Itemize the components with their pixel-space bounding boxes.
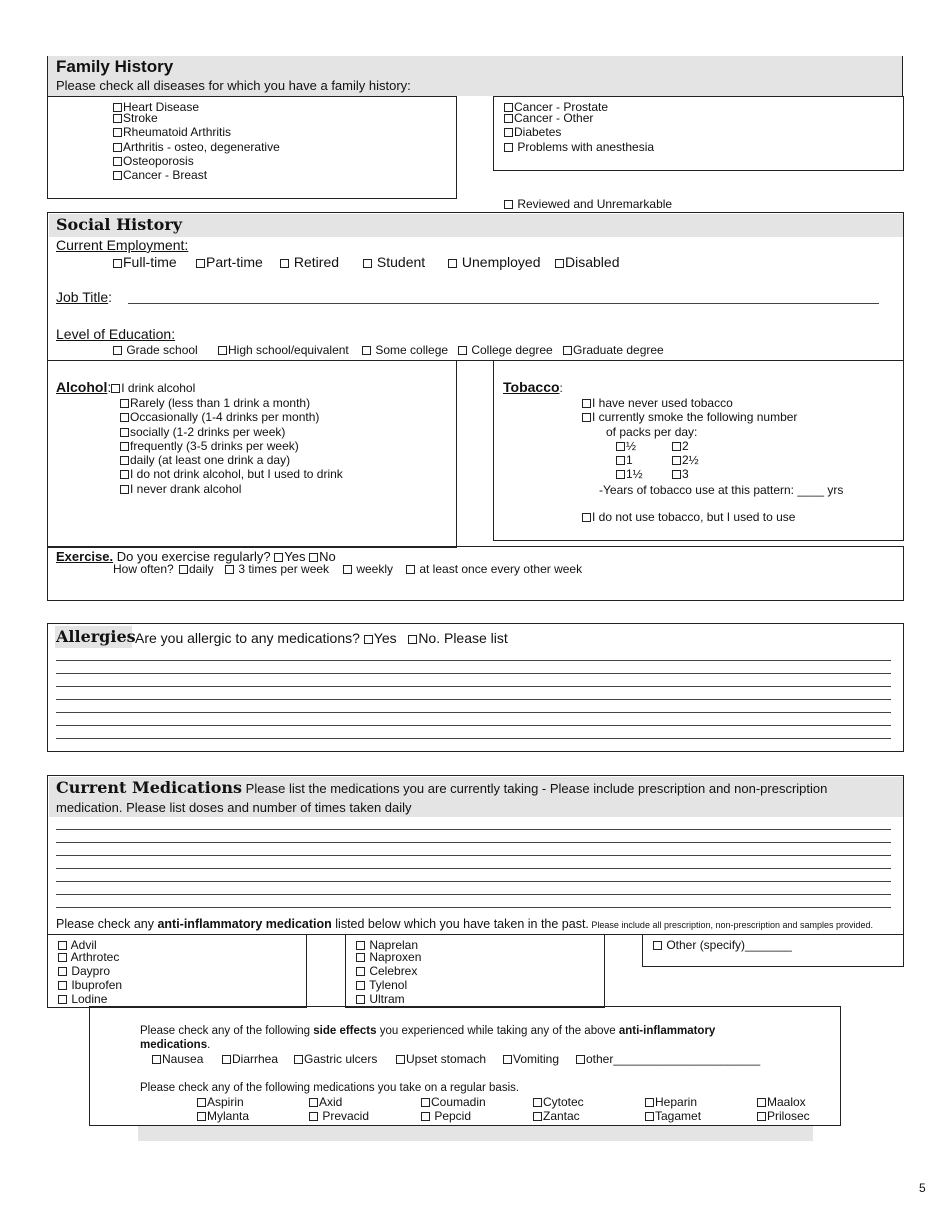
allergy-line-5[interactable] — [56, 712, 891, 713]
regular-med-aspirin-label: Aspirin — [207, 1095, 244, 1109]
allergies-no-label: No. Please list — [418, 630, 508, 646]
family-item-heart-disease-label: Heart Disease — [123, 100, 200, 114]
alcohol-colon: : — [107, 379, 112, 395]
meds-line-6[interactable] — [56, 894, 891, 895]
regular-med-maalox-label: Maalox — [767, 1095, 806, 1109]
regular-med-prevacid[interactable] — [309, 1109, 369, 1123]
exercise-yes-checkbox[interactable] — [274, 553, 283, 562]
reviewed-label: Reviewed and Unremarkable — [514, 197, 673, 211]
meds-line-4[interactable] — [56, 868, 891, 869]
meds-line-7[interactable] — [56, 907, 891, 908]
med-naproxen-label: Naproxen — [366, 950, 422, 964]
side-effects-bottom-bg — [138, 1126, 813, 1141]
exercise-freq-at-least-once-every-other-week-label: at least once every other week — [416, 562, 583, 576]
side-effect-2[interactable] — [222, 1052, 278, 1066]
exercise-freq-weekly[interactable] — [343, 562, 393, 576]
med-arthrotec-label: Arthrotec — [68, 950, 120, 964]
meds-other-checkbox[interactable] — [653, 941, 662, 950]
med-ultram[interactable] — [356, 992, 405, 1006]
reviewed-checkbox[interactable] — [504, 200, 513, 209]
alcohol-option-6-label: I do not drink alcohol, but I used to drink — [130, 467, 343, 481]
tobacco-colon: : — [559, 381, 563, 395]
exercise-freq-3-times-per-week-checkbox[interactable] — [225, 565, 234, 574]
employment-retired[interactable] — [280, 254, 339, 270]
meds-desc2: medication. Please list doses and number of times taken daily — [56, 800, 412, 815]
regular-med-pepcid-checkbox[interactable] — [421, 1112, 430, 1121]
alcohol-option-2-checkbox[interactable] — [120, 413, 129, 422]
employment-full-time[interactable] — [113, 254, 177, 270]
alcohol-option-2-label: Occasionally (1-4 drinks per month) — [130, 410, 320, 424]
education-graduate-degree-label: Graduate degree — [573, 343, 664, 357]
allergies-yes-checkbox[interactable] — [364, 635, 373, 644]
education-college-degree[interactable] — [458, 343, 553, 357]
meds-desc1: Please list the medications you are currently taking - Please include prescription and non-prescription — [242, 781, 828, 796]
regular-med-maalox-checkbox[interactable] — [757, 1098, 766, 1107]
med-advil-checkbox[interactable] — [58, 941, 67, 950]
family-item-cancer-breast[interactable] — [113, 168, 207, 182]
packs-right-2-checkbox[interactable] — [672, 456, 681, 465]
family-item-problems-with-anesthesia-checkbox[interactable] — [504, 143, 513, 152]
med-arthrotec[interactable] — [58, 950, 119, 964]
allergies-no-checkbox[interactable] — [408, 635, 417, 644]
side-effect-4[interactable] — [396, 1052, 486, 1066]
alcohol-option-7-checkbox[interactable] — [120, 485, 129, 494]
med-ibuprofen-checkbox[interactable] — [58, 981, 67, 990]
family-item-osteoporosis[interactable] — [113, 154, 194, 168]
family-item-stroke-label: Stroke — [123, 111, 158, 125]
med-daypro-checkbox[interactable] — [58, 967, 67, 976]
family-item-arthritis-osteo-degenerative[interactable] — [113, 140, 280, 154]
tobacco-never-checkbox[interactable] — [582, 399, 591, 408]
alcohol-drink-checkbox[interactable] — [111, 384, 120, 393]
alcohol-option-1-checkbox[interactable] — [120, 399, 129, 408]
med-lodine[interactable] — [58, 992, 107, 1006]
regular-med-heparin-label: Heparin — [655, 1095, 698, 1109]
packs-left-1[interactable] — [616, 439, 636, 453]
side-effect-1-checkbox[interactable] — [152, 1055, 161, 1064]
family-item-diabetes-label: Diabetes — [514, 125, 562, 139]
exercise-freq-weekly-checkbox[interactable] — [343, 565, 352, 574]
side-effect-3[interactable] — [294, 1052, 377, 1066]
family-item-diabetes[interactable] — [504, 125, 561, 139]
packs-right-1-label: 2 — [682, 439, 689, 453]
exercise-freq-daily-checkbox[interactable] — [179, 565, 188, 574]
regular-med-prilosec[interactable] — [757, 1109, 810, 1123]
family-item-rheumatoid-arthritis[interactable] — [113, 125, 231, 139]
alcohol-option-5-label: daily (at least one drink a day) — [130, 453, 291, 467]
family-item-problems-with-anesthesia[interactable] — [504, 140, 654, 154]
packs-right-3-checkbox[interactable] — [672, 470, 681, 479]
family-history-subtitle: Please check all diseases for which you have a family history: — [56, 78, 411, 93]
employment-unemployed-checkbox[interactable] — [448, 259, 457, 268]
family-history-title: Family History — [56, 57, 174, 76]
tobacco-current-checkbox[interactable] — [582, 413, 591, 422]
alcohol-option-4-checkbox[interactable] — [120, 442, 129, 451]
employment-unemployed[interactable] — [448, 254, 541, 270]
family-header-border-right — [902, 56, 903, 96]
packs-right-2-label: 2½ — [682, 453, 699, 467]
exercise-freq-weekly-label: weekly — [353, 562, 394, 576]
alcohol-option-5[interactable] — [120, 453, 290, 467]
family-item-cancer-breast-checkbox[interactable] — [113, 171, 122, 180]
packs-right-3[interactable] — [672, 467, 689, 481]
anti-inflammatory-instruction — [56, 917, 873, 931]
med-ibuprofen[interactable] — [58, 978, 122, 992]
packs-left-3[interactable] — [616, 467, 643, 481]
regular-med-prevacid-checkbox[interactable] — [309, 1112, 318, 1121]
packs-left-2[interactable] — [616, 453, 633, 467]
anti-inflam-bold: anti-inflammatory medication — [157, 917, 332, 931]
med-ultram-label: Ultram — [366, 992, 405, 1006]
alcohol-option-6[interactable] — [120, 467, 343, 481]
med-lodine-label: Lodine — [68, 992, 108, 1006]
regular-med-coumadin[interactable] — [421, 1095, 486, 1109]
side-effect-2-checkbox[interactable] — [222, 1055, 231, 1064]
side-effect-6[interactable] — [576, 1052, 760, 1066]
job-title-colon: : — [108, 289, 113, 305]
meds-line-2[interactable] — [56, 842, 891, 843]
regular-med-axid[interactable] — [309, 1095, 342, 1109]
family-item-cancer-other[interactable] — [504, 111, 593, 125]
side-effect-1[interactable] — [152, 1052, 203, 1066]
packs-right-1-checkbox[interactable] — [672, 442, 681, 451]
packs-right-3-label: 3 — [682, 467, 689, 481]
alcohol-label: Alcohol — [56, 379, 108, 395]
regular-med-cytotec-checkbox[interactable] — [533, 1098, 542, 1107]
regular-med-aspirin[interactable] — [197, 1095, 244, 1109]
alcohol-header — [56, 380, 195, 395]
regular-med-coumadin-checkbox[interactable] — [421, 1098, 430, 1107]
side-effects-bold2: anti-inflammatory — [618, 1025, 716, 1037]
side-effect-5-checkbox[interactable] — [503, 1055, 512, 1064]
employment-retired-label: Retired — [290, 254, 340, 270]
family-item-stroke[interactable] — [113, 111, 158, 125]
med-tylenol-checkbox[interactable] — [356, 981, 365, 990]
exercise-no-label: No — [319, 549, 336, 564]
family-item-cancer-other-label: Cancer - Other — [514, 111, 594, 125]
regular-med-mylanta-checkbox[interactable] — [197, 1112, 206, 1121]
family-item-arthritis-osteo-degenerative-checkbox[interactable] — [113, 143, 122, 152]
alcohol-option-6-checkbox[interactable] — [120, 470, 129, 479]
med-ibuprofen-label: Ibuprofen — [68, 978, 123, 992]
alcohol-option-1[interactable] — [120, 396, 310, 410]
exercise-freq-at-least-once-every-other-week-checkbox[interactable] — [406, 565, 415, 574]
meds-line-5[interactable] — [56, 881, 891, 882]
tobacco-header — [503, 380, 563, 395]
education-grade-school-checkbox[interactable] — [113, 346, 122, 355]
side-effects-mid: you experienced while taking any of the above — [376, 1025, 619, 1037]
side-effect-3-label: Gastric ulcers — [304, 1052, 378, 1066]
employment-part-time-checkbox[interactable] — [196, 259, 205, 268]
regular-med-prilosec-checkbox[interactable] — [757, 1112, 766, 1121]
regular-med-zantac-label: Zantac — [543, 1109, 580, 1123]
employment-disabled-label: Disabled — [565, 254, 620, 270]
alcohol-option-1-label: Rarely (less than 1 drink a month) — [130, 396, 311, 410]
med-naproxen[interactable] — [356, 950, 421, 964]
employment-full-time-label: Full-time — [123, 254, 177, 270]
meds-line-1[interactable] — [56, 829, 891, 830]
tobacco-former[interactable] — [582, 510, 795, 524]
family-item-rheumatoid-arthritis-label: Rheumatoid Arthritis — [123, 125, 232, 139]
employment-student-label: Student — [373, 254, 426, 270]
med-tylenol[interactable] — [356, 978, 407, 992]
packs-left-3-label: 1½ — [626, 467, 643, 481]
allergy-line-4[interactable] — [56, 699, 891, 700]
regular-med-zantac[interactable] — [533, 1109, 580, 1123]
packs-left-2-checkbox[interactable] — [616, 456, 625, 465]
tobacco-packs-label: of packs per day: — [606, 425, 698, 439]
education-grade-school[interactable] — [113, 343, 198, 357]
regular-med-axid-label: Axid — [319, 1095, 343, 1109]
regular-meds-instruction: Please check any of the following medications you take on a regular basis. — [140, 1082, 520, 1094]
alcohol-option-3-label: socially (1-2 drinks per week) — [130, 425, 286, 439]
family-item-osteoporosis-checkbox[interactable] — [113, 157, 122, 166]
family-item-rheumatoid-arthritis-checkbox[interactable] — [113, 128, 122, 137]
exercise-yes-label: Yes — [284, 549, 306, 564]
education-label: Level of Education: — [56, 326, 176, 342]
side-effect-6-label: other______________________ — [586, 1052, 761, 1066]
education-college-degree-label: College degree — [468, 343, 553, 357]
alcohol-option-4[interactable] — [120, 439, 299, 453]
anti-inflam-post: listed below which you have taken in the past. — [331, 917, 589, 931]
exercise-freq-daily-label: daily — [189, 562, 214, 576]
regular-med-mylanta-label: Mylanta — [207, 1109, 250, 1123]
alcohol-option-4-label: frequently (3-5 drinks per week) — [130, 439, 299, 453]
family-item-stroke-checkbox[interactable] — [113, 114, 122, 123]
education-graduate-degree[interactable] — [563, 343, 664, 357]
allergy-line-3[interactable] — [56, 686, 891, 687]
regular-med-tagamet-label: Tagamet — [655, 1109, 702, 1123]
education-some-college-label: Some college — [372, 343, 449, 357]
side-effect-5[interactable] — [503, 1052, 559, 1066]
side-effect-1-label: Nausea — [162, 1052, 204, 1066]
packs-right-2[interactable] — [672, 453, 699, 467]
regular-med-prilosec-label: Prilosec — [767, 1109, 810, 1123]
education-some-college-checkbox[interactable] — [362, 346, 371, 355]
packs-left-3-checkbox[interactable] — [616, 470, 625, 479]
family-header-border-left — [47, 56, 48, 96]
employment-disabled[interactable] — [555, 254, 619, 270]
med-tylenol-label: Tylenol — [366, 978, 408, 992]
side-effect-2-label: Diarrhea — [232, 1052, 279, 1066]
education-high-school-equivalent-label: High school/equivalent — [228, 343, 349, 357]
job-title-input[interactable] — [128, 303, 879, 304]
exercise-question: Do you exercise regularly? — [113, 549, 271, 564]
regular-med-prevacid-label: Prevacid — [319, 1109, 370, 1123]
meds-desc-row1 — [56, 778, 827, 797]
regular-med-coumadin-label: Coumadin — [431, 1095, 486, 1109]
med-naproxen-checkbox[interactable] — [356, 953, 365, 962]
employment-part-time-label: Part-time — [206, 254, 263, 270]
alcohol-option-3[interactable] — [120, 425, 285, 439]
tobacco-current[interactable] — [582, 410, 797, 424]
education-some-college[interactable] — [362, 343, 448, 357]
meds-other[interactable] — [653, 938, 792, 952]
side-effect-5-label: Vomiting — [513, 1052, 560, 1066]
allergy-line-1[interactable] — [56, 660, 891, 661]
allergy-line-7[interactable] — [56, 738, 891, 739]
regular-med-cytotec-label: Cytotec — [543, 1095, 584, 1109]
anti-inflam-note: Please include all prescription, non-prescription and samples provided. — [588, 920, 874, 930]
side-effect-4-checkbox[interactable] — [396, 1055, 405, 1064]
med-naprelan-label: Naprelan — [366, 938, 419, 952]
side-effects-bold3: medications — [140, 1039, 208, 1051]
meds-title: Current Medications — [56, 778, 243, 797]
med-daypro-label: Daypro — [68, 964, 111, 978]
family-item-arthritis-osteo-degenerative-label: Arthritis - osteo, degenerative — [123, 140, 280, 154]
employment-student-checkbox[interactable] — [363, 259, 372, 268]
family-item-cancer-other-checkbox[interactable] — [504, 114, 513, 123]
regular-med-pepcid[interactable] — [421, 1109, 471, 1123]
exercise-freq-3-times-per-week-label: 3 times per week — [235, 562, 330, 576]
med-lodine-checkbox[interactable] — [58, 995, 67, 1004]
job-title-label: Job Title — [56, 289, 109, 305]
allergies-question: Are you allergic to any medications? — [135, 630, 360, 646]
alcohol-option-2[interactable] — [120, 410, 319, 424]
regular-med-heparin-checkbox[interactable] — [645, 1098, 654, 1107]
allergies-yes-label: Yes — [373, 630, 397, 646]
regular-med-tagamet-checkbox[interactable] — [645, 1112, 654, 1121]
side-effects-bold1: side effects — [313, 1025, 377, 1037]
regular-med-pepcid-label: Pepcid — [431, 1109, 472, 1123]
meds-other-label: Other (specify)_______ — [666, 938, 792, 952]
employment-label: Current Employment: — [56, 237, 189, 253]
med-ultram-checkbox[interactable] — [356, 995, 365, 1004]
packs-right-1[interactable] — [672, 439, 689, 453]
med-celebrex[interactable] — [356, 964, 417, 978]
alcohol-option-3-checkbox[interactable] — [120, 428, 129, 437]
packs-left-2-label: 1 — [626, 453, 633, 467]
employment-part-time[interactable] — [196, 254, 263, 270]
family-item-problems-with-anesthesia-label: Problems with anesthesia — [514, 140, 655, 154]
family-item-osteoporosis-label: Osteoporosis — [123, 154, 194, 168]
alcohol-option-5-checkbox[interactable] — [120, 456, 129, 465]
med-celebrex-label: Celebrex — [366, 964, 418, 978]
education-grade-school-label: Grade school — [123, 343, 198, 357]
side-effects-instruction — [140, 1024, 780, 1052]
side-effect-3-checkbox[interactable] — [294, 1055, 303, 1064]
regular-med-tagamet[interactable] — [645, 1109, 701, 1123]
regular-med-maalox[interactable] — [757, 1095, 806, 1109]
side-effects-end: . — [207, 1039, 211, 1051]
exercise-freq-at-least-once-every-other-week[interactable] — [406, 562, 582, 576]
side-effect-6-checkbox[interactable] — [576, 1055, 585, 1064]
allergies-title: Allergies — [56, 627, 136, 646]
family-item-cancer-breast-label: Cancer - Breast — [123, 168, 208, 182]
exercise-label: Exercise. — [56, 549, 114, 564]
packs-left-1-checkbox[interactable] — [616, 442, 625, 451]
exercise-freq-daily[interactable] — [179, 562, 214, 576]
med-daypro[interactable] — [58, 964, 110, 978]
exercise-how-often-label: How often? — [113, 562, 174, 576]
regular-med-axid-checkbox[interactable] — [309, 1098, 318, 1107]
regular-med-mylanta[interactable] — [197, 1109, 249, 1123]
regular-med-zantac-checkbox[interactable] — [533, 1112, 542, 1121]
employment-unemployed-label: Unemployed — [458, 254, 541, 270]
exercise-no-checkbox[interactable] — [309, 553, 318, 562]
employment-retired-checkbox[interactable] — [280, 259, 289, 268]
job-title-row — [56, 289, 112, 305]
page-number: 5 — [919, 1181, 926, 1195]
family-item-cancer-prostate-label: Cancer - Prostate — [514, 100, 609, 114]
med-arthrotec-checkbox[interactable] — [58, 953, 67, 962]
regular-med-heparin[interactable] — [645, 1095, 697, 1109]
education-graduate-degree-checkbox[interactable] — [563, 346, 572, 355]
employment-full-time-checkbox[interactable] — [113, 259, 122, 268]
meds-line-3[interactable] — [56, 855, 891, 856]
tobacco-label: Tobacco — [503, 379, 560, 395]
exercise-freq-3-times-per-week[interactable] — [225, 562, 329, 576]
regular-med-cytotec[interactable] — [533, 1095, 584, 1109]
alcohol-option-7[interactable] — [120, 482, 241, 496]
family-item-diabetes-checkbox[interactable] — [504, 128, 513, 137]
employment-student[interactable] — [363, 254, 425, 270]
allergy-line-6[interactable] — [56, 725, 891, 726]
social-history-title: Social History — [56, 215, 183, 234]
med-naprelan-checkbox[interactable] — [356, 941, 365, 950]
tobacco-years: -Years of tobacco use at this pattern: ____ yrs — [599, 483, 844, 497]
tobacco-former-checkbox[interactable] — [582, 513, 591, 522]
employment-disabled-checkbox[interactable] — [555, 259, 564, 268]
med-advil-label: Advil — [68, 938, 97, 952]
packs-left-1-label: ½ — [626, 439, 637, 453]
tobacco-current-label: I currently smoke the following number — [592, 410, 798, 424]
side-effects-pre: Please check any of the following — [140, 1025, 314, 1037]
education-college-degree-checkbox[interactable] — [458, 346, 467, 355]
reviewed-unremarkable[interactable] — [504, 197, 672, 211]
tobacco-never[interactable] — [582, 396, 733, 410]
education-high-school-equivalent-checkbox[interactable] — [218, 346, 227, 355]
anti-inflam-pre: Please check any — [56, 917, 158, 931]
side-effect-4-label: Upset stomach — [406, 1052, 487, 1066]
education-high-school-equivalent[interactable] — [218, 343, 349, 357]
alcohol-first-option: I drink alcohol — [121, 381, 196, 395]
med-celebrex-checkbox[interactable] — [356, 967, 365, 976]
allergy-line-2[interactable] — [56, 673, 891, 674]
allergies-question-row — [135, 630, 508, 646]
tobacco-former-label: I do not use tobacco, but I used to use — [592, 510, 796, 524]
regular-med-aspirin-checkbox[interactable] — [197, 1098, 206, 1107]
tobacco-never-label: I have never used tobacco — [592, 396, 733, 410]
alcohol-option-7-label: I never drank alcohol — [130, 482, 242, 496]
